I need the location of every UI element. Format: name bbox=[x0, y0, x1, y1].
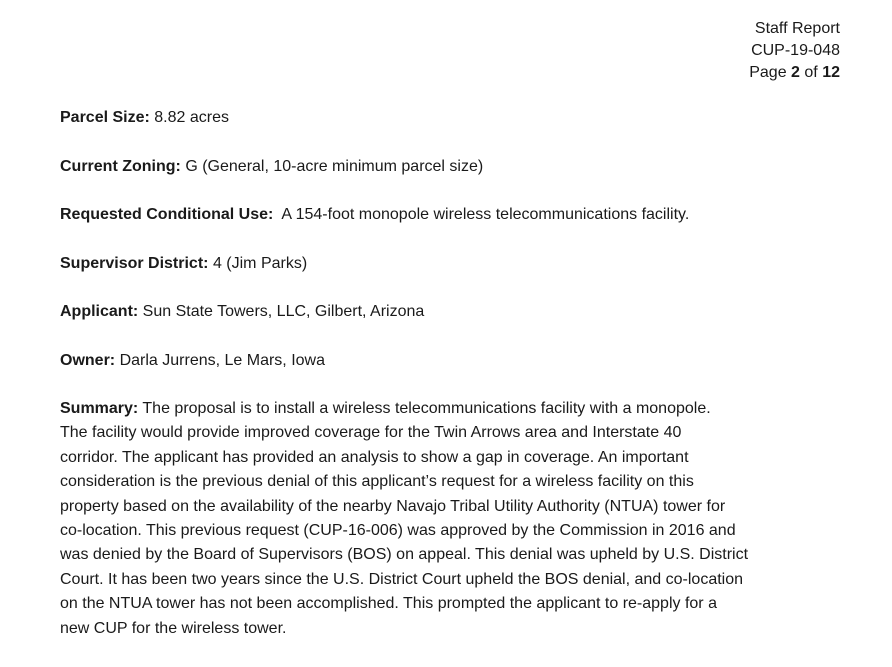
applicant-value: Sun State Towers, LLC, Gilbert, Arizona bbox=[142, 303, 425, 320]
page-total: 12 bbox=[822, 64, 840, 81]
summary-line-text: The proposal is to install a wireless telecommunications facility with a monopole. bbox=[142, 400, 711, 417]
summary-line: was denied by the Board of Supervisors (BOS) on appeal. This denial was upheld by U.S. District bbox=[60, 546, 749, 564]
summary-line: co-location. This previous request (CUP-16-006) was approved by the Commission in 2016 and bbox=[60, 522, 736, 540]
page-of: of bbox=[804, 64, 818, 81]
summary-label: Summary: bbox=[60, 400, 139, 417]
summary-line: on the NTUA tower has not been accomplished. This prompted the applicant to re-apply for a bbox=[60, 595, 717, 613]
requested-use-value: A 154-foot monopole wireless telecommunications facility. bbox=[281, 206, 690, 223]
parcel-size-value: 8.82 acres bbox=[154, 109, 229, 126]
summary-line: new CUP for the wireless tower. bbox=[60, 619, 287, 637]
supervisor-district-field bbox=[60, 252, 845, 276]
summary-line: consideration is the previous denial of this applicant’s request for a wireless facility on this bbox=[60, 473, 694, 491]
current-zoning-value: G (General, 10-acre minimum parcel size) bbox=[185, 157, 484, 175]
report-type: Staff Report bbox=[754, 20, 840, 37]
summary-line: Court. It has been two years since the U.S. District Court upheld the BOS denial, and co-location bbox=[60, 570, 744, 588]
summary-line: The facility would provide improved coverage for the Twin Arrows area and Interstate 40 bbox=[60, 424, 682, 442]
page-current: 2 bbox=[791, 64, 800, 81]
owner-label: Owner: bbox=[60, 351, 116, 369]
parcel-size-label: Parcel Size: bbox=[60, 109, 150, 126]
supervisor-district-label: Supervisor District: bbox=[60, 254, 209, 272]
requested-use-label: Requested Conditional Use: bbox=[60, 206, 274, 223]
requested-use-field bbox=[60, 203, 845, 227]
summary-line: corridor. The applicant has provided an analysis to show a gap in coverage. An important bbox=[60, 448, 689, 466]
page-header bbox=[749, 18, 840, 84]
page-indicator bbox=[749, 62, 840, 84]
owner-value: Darla Jurrens, Le Mars, Iowa bbox=[119, 351, 325, 369]
summary-line: property based on the availability of the nearby Navajo Tribal Utility Authority (NTUA) tower for bbox=[60, 497, 726, 515]
applicant-field bbox=[60, 300, 845, 324]
summary-line bbox=[60, 397, 845, 421]
owner-field bbox=[60, 349, 845, 373]
supervisor-district-value: 4 (Jim Parks) bbox=[212, 254, 308, 272]
current-zoning-label: Current Zoning: bbox=[60, 157, 181, 175]
case-number: CUP-19-048 bbox=[751, 42, 840, 59]
parcel-size-field bbox=[60, 106, 845, 130]
report-body bbox=[60, 106, 845, 641]
page-word: Page bbox=[749, 64, 787, 81]
summary-paragraph bbox=[60, 397, 845, 641]
current-zoning-field bbox=[60, 155, 845, 179]
applicant-label: Applicant: bbox=[60, 303, 139, 320]
